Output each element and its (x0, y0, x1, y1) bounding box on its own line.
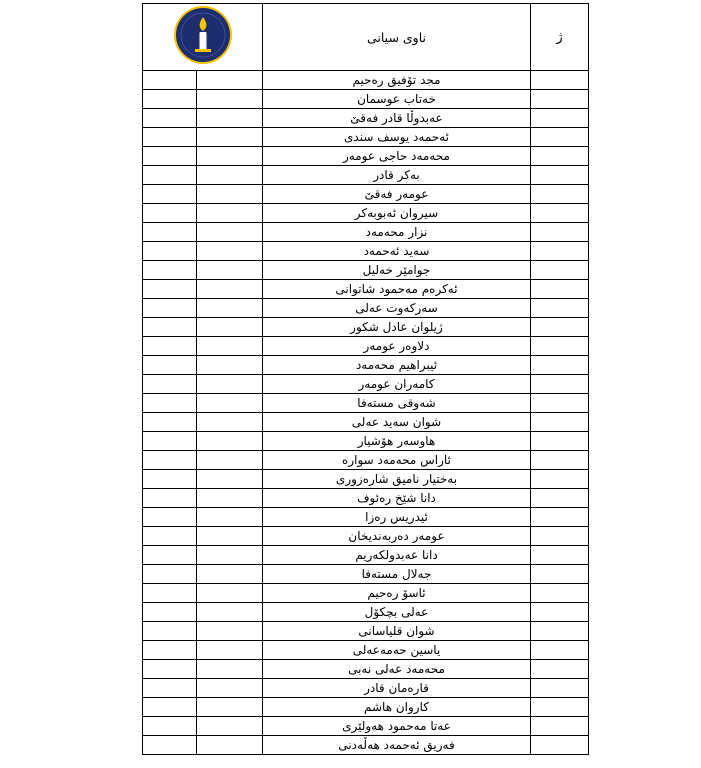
member-name: کاروان هاشم (263, 698, 531, 717)
empty-cell-a (143, 641, 197, 660)
table-row (143, 318, 589, 337)
table-row (143, 622, 589, 641)
row-number (531, 185, 589, 204)
member-name: عومەر دەربەندیخان (263, 527, 531, 546)
empty-cell-b (197, 318, 263, 337)
empty-cell-b (197, 698, 263, 717)
empty-cell-b (197, 166, 263, 185)
row-number (531, 261, 589, 280)
empty-cell-a (143, 318, 197, 337)
member-name: نزار محەمەد (263, 223, 531, 242)
empty-cell-b (197, 622, 263, 641)
row-number (531, 280, 589, 299)
empty-cell-a (143, 280, 197, 299)
row-number (531, 698, 589, 717)
member-name: ئیبراهیم محەمەد (263, 356, 531, 375)
member-name: سیروان ئەبوبەکر (263, 204, 531, 223)
row-number (531, 603, 589, 622)
member-name: شوان سەید عەلی (263, 413, 531, 432)
table-row (143, 603, 589, 622)
empty-cell-b (197, 185, 263, 204)
empty-cell-b (197, 128, 263, 147)
empty-cell-a (143, 299, 197, 318)
member-name: دلاوەر عومەر (263, 337, 531, 356)
member-name: عەبدوڵا قادر فەقێ (263, 109, 531, 128)
table-row (143, 280, 589, 299)
member-name: خەتاب عوسمان (263, 90, 531, 109)
member-list-sheet (142, 3, 588, 762)
row-number (531, 451, 589, 470)
table-row (143, 147, 589, 166)
row-number (531, 565, 589, 584)
table-row (143, 128, 589, 147)
empty-cell-a (143, 242, 197, 261)
empty-cell-b (197, 337, 263, 356)
table-header-row (143, 4, 589, 71)
row-number (531, 660, 589, 679)
row-number (531, 128, 589, 147)
row-number (531, 166, 589, 185)
empty-cell-a (143, 622, 197, 641)
table-row (143, 337, 589, 356)
row-number (531, 622, 589, 641)
member-name: جەلال مستەفا (263, 565, 531, 584)
empty-cell-a (143, 71, 197, 90)
table-row (143, 71, 589, 90)
row-number (531, 394, 589, 413)
empty-cell-b (197, 736, 263, 755)
empty-cell-a (143, 90, 197, 109)
table-row (143, 432, 589, 451)
table-row (143, 185, 589, 204)
member-name: جوامێر خەلیل (263, 261, 531, 280)
member-name: عومەر فەقێ (263, 185, 531, 204)
empty-cell-a (143, 660, 197, 679)
empty-cell-a (143, 109, 197, 128)
table-row (143, 565, 589, 584)
member-name: یاسین حەمەعەلی (263, 641, 531, 660)
row-number (531, 470, 589, 489)
member-name: قارەمان قادر (263, 679, 531, 698)
empty-cell-a (143, 546, 197, 565)
empty-cell-a (143, 565, 197, 584)
empty-cell-a (143, 147, 197, 166)
empty-cell-a (143, 204, 197, 223)
row-number (531, 223, 589, 242)
table-row (143, 166, 589, 185)
empty-cell-b (197, 679, 263, 698)
member-name: سەرکەوت عەلی (263, 299, 531, 318)
table-row (143, 736, 589, 755)
empty-cell-b (197, 546, 263, 565)
row-number (531, 356, 589, 375)
member-name: بەختیار نامیق شارەزوری (263, 470, 531, 489)
empty-cell-b (197, 717, 263, 736)
row-number (531, 736, 589, 755)
table-row (143, 660, 589, 679)
row-number (531, 717, 589, 736)
empty-cell-b (197, 641, 263, 660)
member-name: ئاراس محەمەد سوارە (263, 451, 531, 470)
empty-cell-b (197, 603, 263, 622)
table-row (143, 299, 589, 318)
row-number (531, 375, 589, 394)
empty-cell-b (197, 489, 263, 508)
row-number (531, 489, 589, 508)
empty-cell-a (143, 470, 197, 489)
number-column-header: ژ (531, 4, 589, 71)
table-row (143, 90, 589, 109)
empty-cell-b (197, 470, 263, 489)
logo-cell (143, 4, 263, 71)
row-number (531, 413, 589, 432)
member-name: بەکر قادر (263, 166, 531, 185)
empty-cell-b (197, 660, 263, 679)
table-row (143, 698, 589, 717)
empty-cell-b (197, 413, 263, 432)
row-number (531, 204, 589, 223)
table-row (143, 356, 589, 375)
table-row (143, 470, 589, 489)
empty-cell-b (197, 90, 263, 109)
table-row (143, 261, 589, 280)
table-row (143, 375, 589, 394)
row-number (531, 546, 589, 565)
row-number (531, 242, 589, 261)
table-row (143, 527, 589, 546)
empty-cell-a (143, 223, 197, 242)
member-name: عەتا مەحمود هەولێری (263, 717, 531, 736)
member-name: محەمەد حاجی عومەر (263, 147, 531, 166)
row-number (531, 508, 589, 527)
row-number (531, 318, 589, 337)
empty-cell-a (143, 698, 197, 717)
table-row (143, 109, 589, 128)
table-row (143, 641, 589, 660)
empty-cell-a (143, 717, 197, 736)
empty-cell-b (197, 565, 263, 584)
row-number (531, 109, 589, 128)
member-name: دانا عەبدولکەریم (263, 546, 531, 565)
empty-cell-a (143, 508, 197, 527)
table-row (143, 242, 589, 261)
empty-cell-b (197, 394, 263, 413)
member-name: فەریق ئەحمەد هەڵەدنی (263, 736, 531, 755)
table-row (143, 584, 589, 603)
table-row (143, 508, 589, 527)
member-name: ئەحمەد یوسف سندی (263, 128, 531, 147)
empty-cell-b (197, 223, 263, 242)
empty-cell-b (197, 508, 263, 527)
empty-cell-a (143, 128, 197, 147)
empty-cell-b (197, 261, 263, 280)
member-name: عەلی بچکۆل (263, 603, 531, 622)
table-row (143, 679, 589, 698)
row-number (531, 337, 589, 356)
member-name: شەوقی مستەفا (263, 394, 531, 413)
table-row (143, 394, 589, 413)
empty-cell-b (197, 432, 263, 451)
empty-cell-a (143, 261, 197, 280)
empty-cell-a (143, 527, 197, 546)
empty-cell-a (143, 603, 197, 622)
table-row (143, 489, 589, 508)
row-number (531, 299, 589, 318)
empty-cell-a (143, 489, 197, 508)
member-name: ژیلوان عادل شکور (263, 318, 531, 337)
row-number (531, 432, 589, 451)
empty-cell-a (143, 356, 197, 375)
row-number (531, 90, 589, 109)
empty-cell-b (197, 147, 263, 166)
row-number (531, 147, 589, 166)
empty-cell-b (197, 375, 263, 394)
member-name: مجد تۆفیق رەحیم (263, 71, 531, 90)
member-name: ئەکرەم مەحمود شاتوانی (263, 280, 531, 299)
empty-cell-a (143, 375, 197, 394)
row-number (531, 527, 589, 546)
row-number (531, 641, 589, 660)
empty-cell-a (143, 584, 197, 603)
table-row (143, 223, 589, 242)
member-name: شوان قلیاسانی (263, 622, 531, 641)
empty-cell-a (143, 185, 197, 204)
empty-cell-b (197, 71, 263, 90)
table-row (143, 451, 589, 470)
member-name: محەمەد عەلی نەبی (263, 660, 531, 679)
row-number (531, 679, 589, 698)
empty-cell-a (143, 679, 197, 698)
empty-cell-a (143, 736, 197, 755)
empty-cell-a (143, 337, 197, 356)
member-name: کامەران عومەر (263, 375, 531, 394)
empty-cell-b (197, 204, 263, 223)
member-name: ئاسۆ رەحیم (263, 584, 531, 603)
empty-cell-b (197, 242, 263, 261)
empty-cell-b (197, 527, 263, 546)
row-number (531, 584, 589, 603)
member-name: ئیدریس رەزا (263, 508, 531, 527)
empty-cell-b (197, 584, 263, 603)
empty-cell-b (197, 280, 263, 299)
member-name: سەید ئەحمەد (263, 242, 531, 261)
member-table (142, 3, 589, 755)
empty-cell-a (143, 413, 197, 432)
table-row (143, 204, 589, 223)
table-row (143, 413, 589, 432)
empty-cell-a (143, 166, 197, 185)
empty-cell-b (197, 109, 263, 128)
member-name: دانا شێخ رەئوف (263, 489, 531, 508)
name-column-header: ناوی سیانی (263, 4, 531, 71)
empty-cell-a (143, 451, 197, 470)
candle-emblem-icon (173, 5, 233, 65)
row-number (531, 71, 589, 90)
empty-cell-a (143, 394, 197, 413)
empty-cell-b (197, 299, 263, 318)
table-row (143, 717, 589, 736)
table-row (143, 546, 589, 565)
empty-cell-b (197, 356, 263, 375)
empty-cell-a (143, 432, 197, 451)
member-name: هاوسەر هۆشیار (263, 432, 531, 451)
empty-cell-b (197, 451, 263, 470)
